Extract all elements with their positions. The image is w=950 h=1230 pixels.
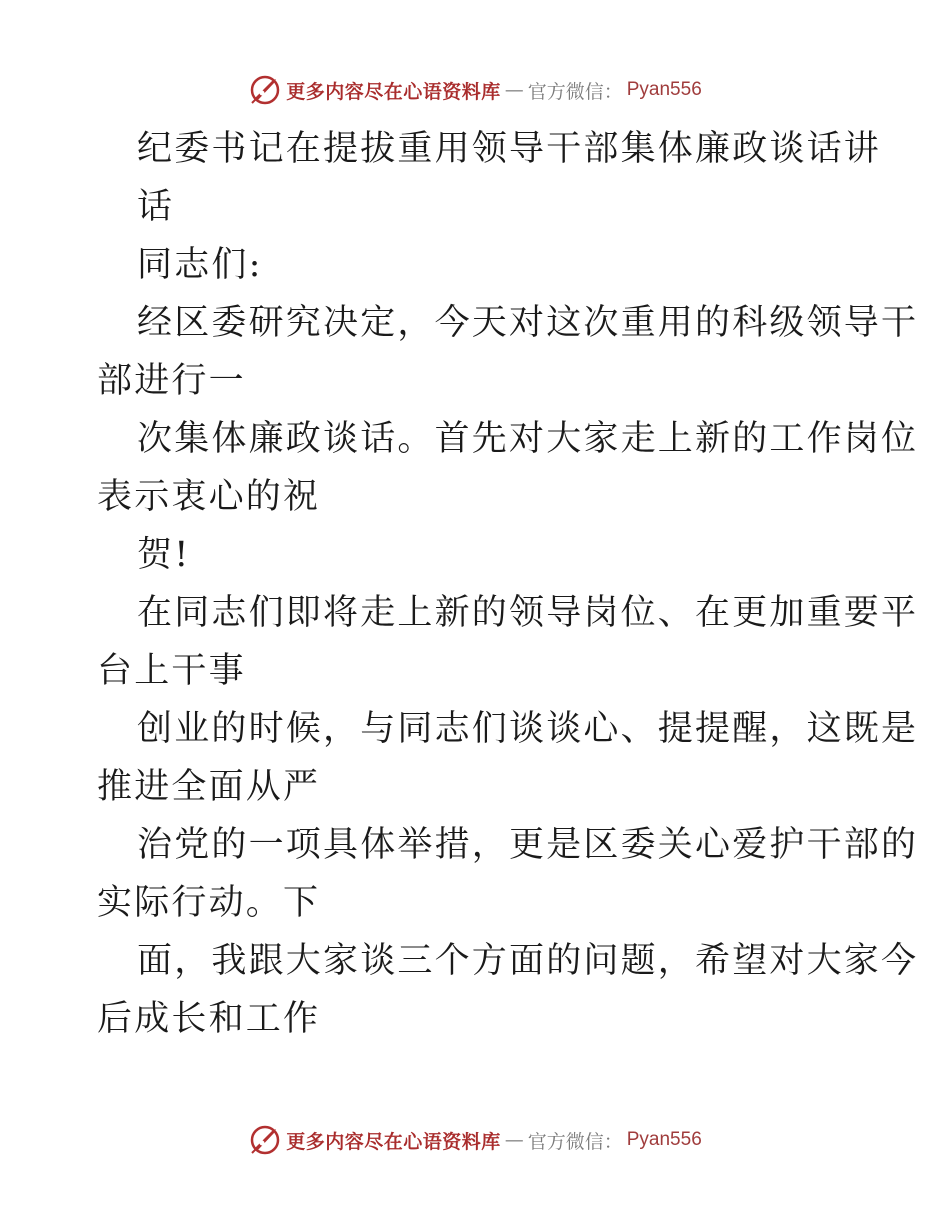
banner-wechat-id: Pyan556 <box>626 79 702 100</box>
document-title-line-2: 话 <box>137 187 175 227</box>
paragraph-line: 次集体廉政谈话。首先对大家走上新的工作岗位 <box>137 419 919 459</box>
salutation: 同志们: <box>137 245 263 285</box>
paragraph-line: 创业的时候，与同志们谈谈心、提提醒，这既是 <box>137 709 919 749</box>
paragraph-line: 贺! <box>137 535 191 575</box>
document-body <box>97 120 919 1048</box>
header-banner <box>0 70 950 110</box>
paragraph-line: 经区委研究决定，今天对这次重用的科级领导干 <box>137 303 919 343</box>
banner-separator: — <box>504 79 524 101</box>
banner-site-text: 更多内容尽在心语资料库 <box>286 80 501 103</box>
paragraph-line: 后成长和工作 <box>97 999 321 1039</box>
paragraph-line: 台上干事 <box>97 651 246 691</box>
quill-pen-logo-icon <box>248 73 282 107</box>
paragraph-line: 实际行动。下 <box>97 883 321 923</box>
banner-wechat-id: Pyan556 <box>626 1129 702 1150</box>
paragraph-line: 治党的一项具体举措，更是区委关心爱护干部的 <box>137 825 919 865</box>
document-title-line-1: 纪委书记在提拔重用领导干部集体廉政谈话讲 <box>137 129 882 169</box>
banner-wechat-label: 官方微信： <box>527 1130 623 1153</box>
paragraph-line: 面，我跟大家谈三个方面的问题，希望对大家今 <box>137 941 919 981</box>
footer-banner <box>0 1120 950 1160</box>
paragraph-line: 推进全面从严 <box>97 767 321 807</box>
paragraph-line: 在同志们即将走上新的领导岗位、在更加重要平 <box>137 593 919 633</box>
quill-pen-logo-icon <box>248 1123 282 1157</box>
paragraph-line: 表示衷心的祝 <box>97 477 321 517</box>
banner-site-text: 更多内容尽在心语资料库 <box>286 1130 501 1153</box>
banner-wechat-label: 官方微信： <box>527 80 623 103</box>
banner-separator: — <box>504 1129 524 1151</box>
paragraph-line: 部进行一 <box>97 361 246 401</box>
